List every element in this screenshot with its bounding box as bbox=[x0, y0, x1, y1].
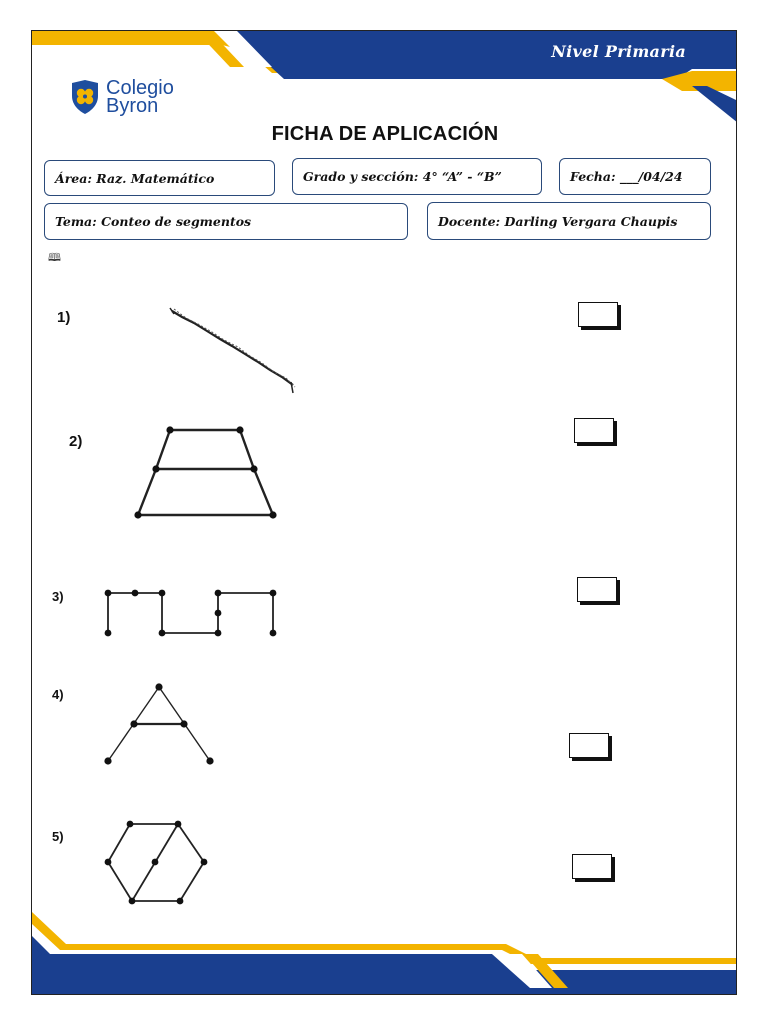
logo-text-line1: Colegio bbox=[106, 77, 174, 99]
book-icon: 🕮 bbox=[48, 251, 61, 264]
fecha-field: Fecha: ___/04/24 bbox=[559, 158, 711, 195]
answer-box-4[interactable] bbox=[569, 733, 609, 758]
exercise-4-figure bbox=[98, 679, 228, 769]
exercise-number: 3) bbox=[52, 589, 64, 604]
answer-box-5[interactable] bbox=[572, 854, 612, 879]
docente-field: Docente: Darling Vergara Chaupis bbox=[427, 202, 711, 240]
answer-box-2[interactable] bbox=[574, 418, 614, 443]
bottom-footer-band bbox=[32, 906, 737, 995]
worksheet-page bbox=[31, 30, 737, 995]
exercise-5-figure bbox=[98, 815, 218, 911]
nivel-primaria-label: Nivel Primaria bbox=[551, 42, 686, 61]
exercise-number: 5) bbox=[52, 829, 64, 844]
exercise-number: 1) bbox=[57, 309, 71, 326]
exercise-number: 4) bbox=[52, 687, 64, 702]
exercise-1-figure bbox=[162, 303, 302, 399]
logo-text-line2: Byron bbox=[106, 95, 159, 117]
answer-box-3[interactable] bbox=[577, 577, 617, 602]
answer-box-1[interactable] bbox=[578, 302, 618, 327]
tema-field: Tema: Conteo de segmentos bbox=[44, 203, 408, 240]
exercise-3-figure bbox=[98, 583, 288, 643]
shield-logo-icon bbox=[70, 80, 100, 114]
grado-field: Grado y sección: 4° “A” - “B” bbox=[292, 158, 542, 195]
page-title: FICHA DE APLICACIÓN bbox=[271, 123, 499, 145]
school-logo bbox=[70, 79, 174, 115]
area-field: Área: Raz. Matemático bbox=[44, 160, 275, 196]
exercise-2-figure bbox=[128, 421, 288, 525]
exercise-number: 2) bbox=[69, 433, 83, 450]
